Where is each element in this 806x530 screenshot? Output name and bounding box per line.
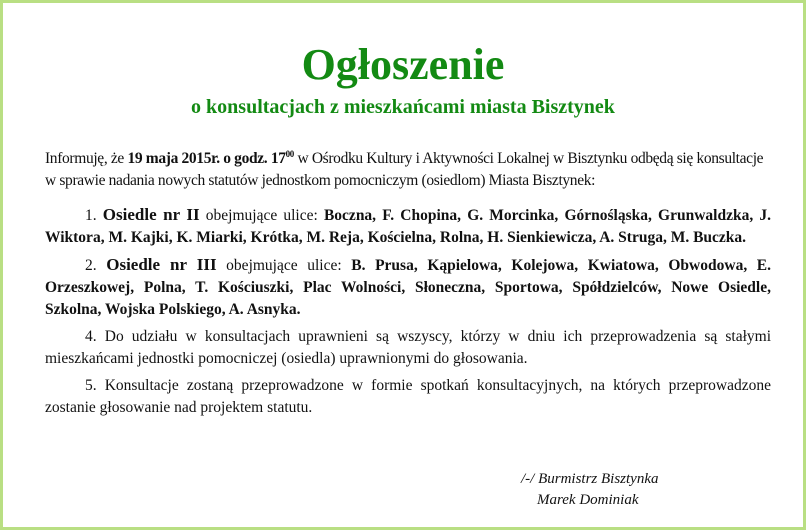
signature-name: Marek Dominiak xyxy=(537,492,639,508)
district-name: Osiedle nr III xyxy=(106,255,217,274)
item-list xyxy=(45,204,771,419)
page-subtitle: o konsultacjach z mieszkańcami miasta Bisztynek xyxy=(191,96,615,118)
page-title: Ogłoszenie xyxy=(301,40,505,89)
item-connector: obejmujące ulice: xyxy=(216,257,352,274)
announcement-body xyxy=(45,148,771,419)
list-item: 5. Konsultacje zostaną przeprowadzone w formie spotkań konsultacyjnych, na których przeprowadzone zostanie głosowanie nad projektem statutu. xyxy=(45,377,771,416)
intro-paragraph xyxy=(45,148,771,192)
item-connector: obejmujące ulice: xyxy=(199,207,324,224)
meeting-date xyxy=(127,150,293,167)
district-name: Osiedle nr II xyxy=(102,205,200,224)
meeting-date-text: 19 maja 2015r. o godz. 17 xyxy=(127,150,286,167)
signature-block xyxy=(521,469,659,511)
item-number: 2. xyxy=(85,257,107,274)
meeting-time-minutes: 00 xyxy=(285,149,294,159)
signature-title: /-/ Burmistrz Bisztynka xyxy=(521,471,659,487)
list-item: 4. Do udziału w konsultacjach uprawnieni są wszyscy, którzy w dniu ich przeprowadzenia są stałymi mieszkańcami jednostki pomocniczej (osiedla) uprawnionymi do głosowania. xyxy=(45,328,771,367)
street-list: Boczna, F. Chopina, G. Morcinka, Górnośląska, Grunwaldzka, J. Wiktora, M. Kajki, K. Miarki, Krótka, M. Reja, Kościelna, Rolna, H. Sienkiewicza, A. Struga, M. Buczka. xyxy=(45,207,772,246)
intro-lead: Informuję, że xyxy=(45,150,128,167)
list-item xyxy=(45,254,771,321)
street-list: B. Prusa, Kąpielowa, Kolejowa, Kwiatowa, Obwodowa, E. Orzeszkowej, Polna, T. Kościuszki, Plac Wolności, Słoneczna, Sportowa, Spółdzielców, Nowe Osiedle, Szkolna, Wojska Polskiego, A. Asnyka. xyxy=(45,257,772,318)
list-item xyxy=(45,204,771,249)
intro-rest: w Ośrodku Kultury i Aktywności Lokalnej w Bisztynku odbędą się konsultacje w sprawie nadania nowych statutów jednostkom pomocniczym (osiedlom) Miasta Bisztynek: xyxy=(45,150,764,189)
item-number: 1. xyxy=(85,207,103,224)
